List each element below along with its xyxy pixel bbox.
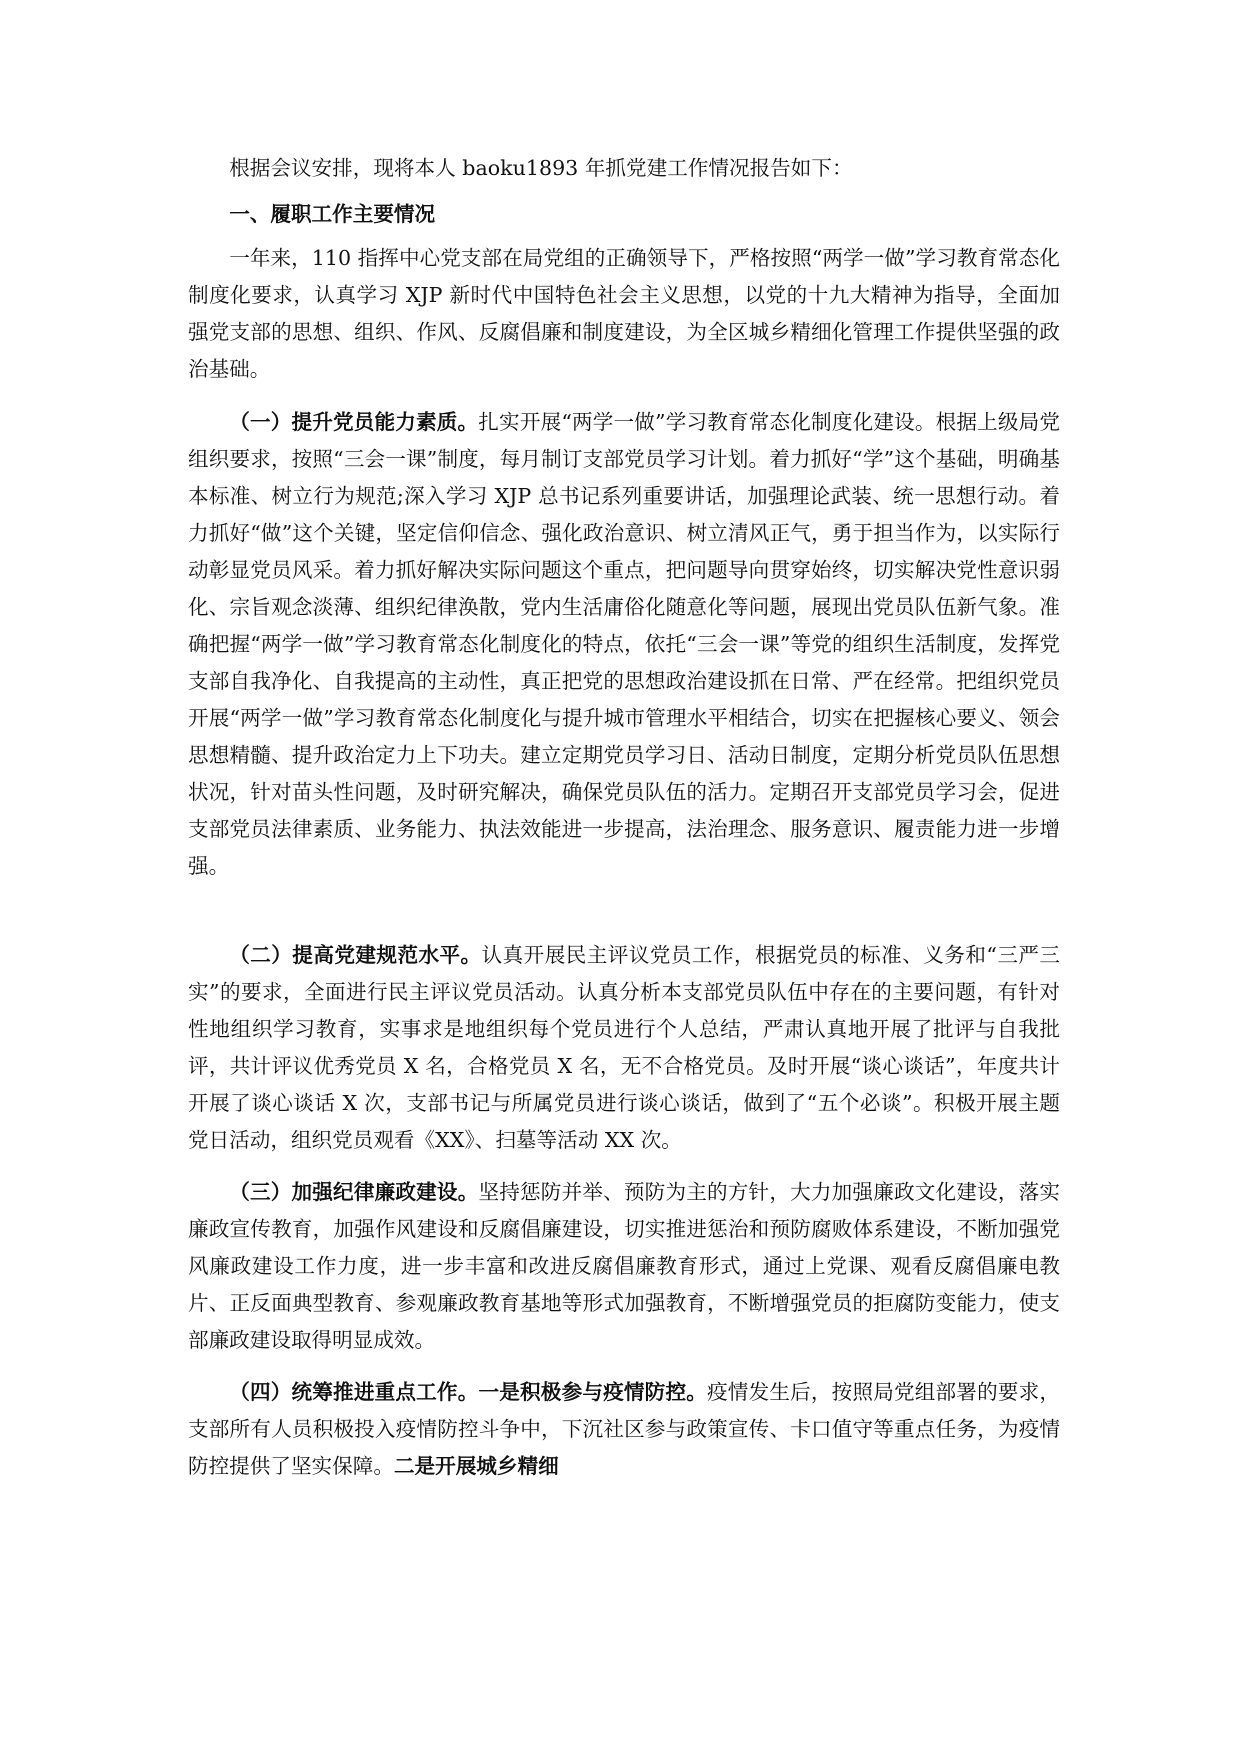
section-3-body: 坚持惩防并举、预防为主的方针，大力加强廉政文化建设，落实廉政宣传教育，加强作风建设和反腐倡廉建设，切实推进惩治和预防腐败体系建设，不断加强党风廉政建设工作力度，进一步丰富和改进反腐倡廉教育形式，通过上党课、观看反腐倡廉电教片、正反面典型教育、参观廉政教育基地等形式加强教育，不断增强党员的拒腐防变能力，使支部廉政建设取得明显成效。 (188, 1180, 1060, 1352)
section-3-paragraph (188, 1174, 1060, 1359)
section-1-lead: （一）提升党员能力素质。 (229, 410, 479, 434)
section-4-body: 疫情发生后，按照局党组部署的要求，支部所有人员积极投入疫情防控斗争中，下沉社区参与政策宣传、卡口值守等重点任务，为疫情防控提供了坚实保障。 (188, 1380, 1061, 1478)
section-2-paragraph (188, 937, 1060, 1159)
section-1-body: 扎实开展“两学一做”学习教育常态化制度化建设。根据上级局党组织要求，按照“三会一课”制度，每月制订支部党员学习计划。着力抓好“学”这个基础，明确基本标准、树立行为规范;深入学习 XJP 总书记系列重要讲话，加强理论武装、统一思想行动。着力抓好“做”这个关键，坚定信仰信念、强化政治意识、树立清风正气，勇于担当作为，以实际行动彰显党员风采。着力抓好解决实际问题这个重点，把问题导向贯穿始终，切实解决党性意识弱化、宗旨观念淡薄、组织纪律涣散，党内生活庸俗化随意化等问题，展现出党员队伍新气象。准确把握“两学一做”学习教育常态化制度化的特点，依托“三会一课”等党的组织生活制度，发挥党支部自我净化、自我提高的主动性，真正把党的思想政治建设抓在日常、严在经常。把组织党员开展“两学一做”学习教育常态化制度化与提升城市管理水平相结合，切实在把握核心要义、领会思想精髓、提升政治定力上下功夫。建立定期党员学习日、活动日制度，定期分析党员队伍思想状况，针对苗头性问题，及时研究解决，确保党员队伍的活力。定期召开支部党员学习会，促进支部党员法律素质、业务能力、执法效能进一步提高，法治理念、服务意识、履责能力进一步增强。 (188, 410, 1060, 878)
section-4-lead: （四）统筹推进重点工作。 (229, 1380, 479, 1404)
intro-paragraph: 根据会议安排，现将本人 baoku1893 年抓党建工作情况报告如下： (229, 156, 853, 180)
section-1-paragraph (188, 404, 1060, 885)
overview-paragraph: 一年来，110 指挥中心党支部在局党组的正确领导下，严格按照“两学一做”学习教育常态化制度化要求，认真学习 XJP 新时代中国特色社会主义思想，以党的十九大精神为指导，全面加强党支部的思想、组织、作风、反腐倡廉和制度建设，为全区城乡精细化管理工作提供坚强的政治基础。 (188, 246, 1060, 381)
section-4-sublead: 一是积极参与疫情防控。 (478, 1380, 708, 1404)
section-2-lead: （二）提高党建规范水平。 (229, 943, 482, 967)
section-2-body: 认真开展民主评议党员工作，根据党员的标准、义务和“三严三实”的要求，全面进行民主评议党员活动。认真分析本支部党员队伍中存在的主要问题，有针对性地组织学习教育，实事求是地组织每个党员进行个人总结，严肃认真地开展了批评与自我批评，共计评议优秀党员 X 名，合格党员 X 名，无不合格党员。及时开展“谈心谈话”，年度共计开展了谈心谈话 X 次，支部书记与所属党员进行谈心谈话，做到了“五个必谈”。积极开展主题党日活动，组织党员观看《XX》、扫墓等活动 XX 次。 (188, 943, 1061, 1152)
section-heading: 一、履职工作主要情况 (229, 202, 436, 226)
section-3-lead: （三）加强纪律廉政建设。 (229, 1180, 479, 1204)
section-4-paragraph (188, 1374, 1060, 1485)
section-4-tail: 二是开展城乡精细 (393, 1454, 559, 1478)
document-page (188, 150, 1060, 1485)
